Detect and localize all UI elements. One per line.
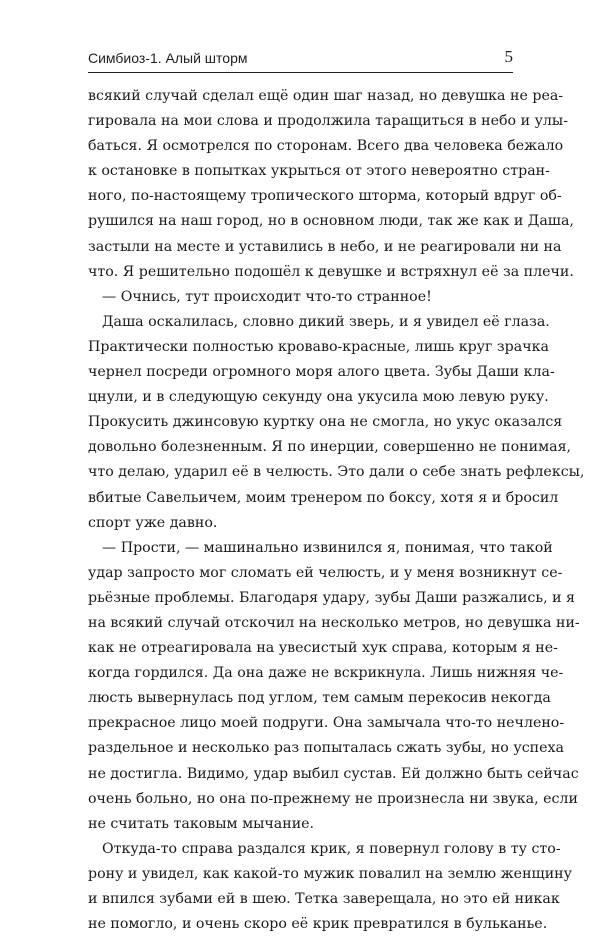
text-line: вбитые Савельичем, моим тренером по боксу, хотя я и бросил	[88, 489, 559, 506]
text-line: рушился на наш город, но в основном люди, так же как и Даша,	[88, 213, 574, 230]
text-line: не считать таковым мычание.	[88, 815, 315, 832]
text-line: баться. Я осмотрелся по сторонам. Всего два человека бежало	[88, 138, 564, 155]
paragraph	[88, 837, 572, 937]
running-head	[88, 47, 513, 73]
paragraph	[88, 84, 574, 285]
text-line: когда гордился. Да она даже не вскрикнула. Лишь нижняя че-	[88, 665, 564, 682]
text-line: рону и увидел, как какой-то мужик повалил на землю женщину	[88, 865, 572, 882]
text-line: всякий случай сделал ещё один шаг назад, но девушка не реа-	[88, 88, 564, 104]
text-line: довольно болезненным. Я по инерции, совершенно не понимая,	[88, 439, 572, 456]
text-line: — Прости, — машинально извинился я, понимая, что такой	[102, 539, 553, 556]
text-line: раздельное и несколько раз попыталась сжать зубы, но успеха	[88, 740, 564, 757]
page-number: 5	[504, 47, 513, 66]
text-line: прекрасное лицо моей подруги. Она замычала что-то нечлено-	[88, 715, 565, 732]
text-line: гировала на мои слова и продолжила таращиться в небо и улы-	[88, 113, 569, 130]
paragraph	[88, 536, 580, 837]
text-line: Прокусить джинсовую куртку она не смогла, но укус оказался	[88, 414, 563, 431]
text-line: не достигла. Видимо, удар выбил сустав. Ей должно быть сейчас	[88, 765, 579, 782]
text-line: чернел посреди огромного моря алого цвета. Зубы Даши кла-	[88, 364, 555, 381]
text-line: очень больно, но она по-прежнему не произнесла ни звука, если	[88, 790, 578, 807]
paragraph	[88, 310, 585, 536]
book-title: Симбиоз-1. Алый шторм	[88, 50, 248, 66]
text-line: что делаю, ударил её в челюсть. Это дали о себе знать рефлексы,	[88, 464, 585, 481]
text-line: ного, по-настоящему тропического шторма, который вдруг об-	[88, 188, 562, 205]
text-line: к остановке в попытках укрыться от этого невероятно стран-	[88, 163, 550, 180]
text-line: рьёзные проблемы. Благодаря удару, зубы Даши разжались, и я	[88, 589, 576, 606]
text-line: как не отреагировала на увесистый хук справа, которым я не-	[88, 640, 558, 657]
text-line: удар запросто мог сломать ей челюсть, и у меня возникнут се-	[88, 564, 563, 581]
text-line: люсть вывернулась под углом, тем самым перекосив некогда	[88, 690, 551, 707]
text-line: не помогло, и очень скоро её крик превратился в бульканье.	[88, 916, 548, 933]
text-line: на всякий случай отскочил на несколько метров, но девушка ни-	[88, 614, 580, 631]
text-line: спорт уже давно.	[88, 514, 218, 531]
text-line: цнули, и в следующую секунду она укусила мою левую руку.	[88, 389, 549, 406]
text-line: Даша оскалилась, словно дикий зверь, и я увидел её глаза.	[102, 313, 550, 330]
text-line: и впился зубами ей в шею. Тетка заверещала, но это ей никак	[88, 891, 560, 907]
paragraph	[88, 285, 513, 310]
text-body	[88, 84, 585, 937]
text-line: Откуда-то справа раздался крик, я повернул голову в ту сто-	[102, 840, 561, 857]
text-line: застыли на месте и уставились в небо, и не реагировали ни на	[88, 238, 562, 255]
text-line: Практически полностью кроваво-красные, лишь круг зрачка	[88, 338, 549, 355]
text-line: что. Я решительно подошёл к девушке и встряхнул её за плечи.	[88, 263, 574, 280]
text-line: — Очнись, тут происходит что-то странное!	[102, 288, 432, 305]
